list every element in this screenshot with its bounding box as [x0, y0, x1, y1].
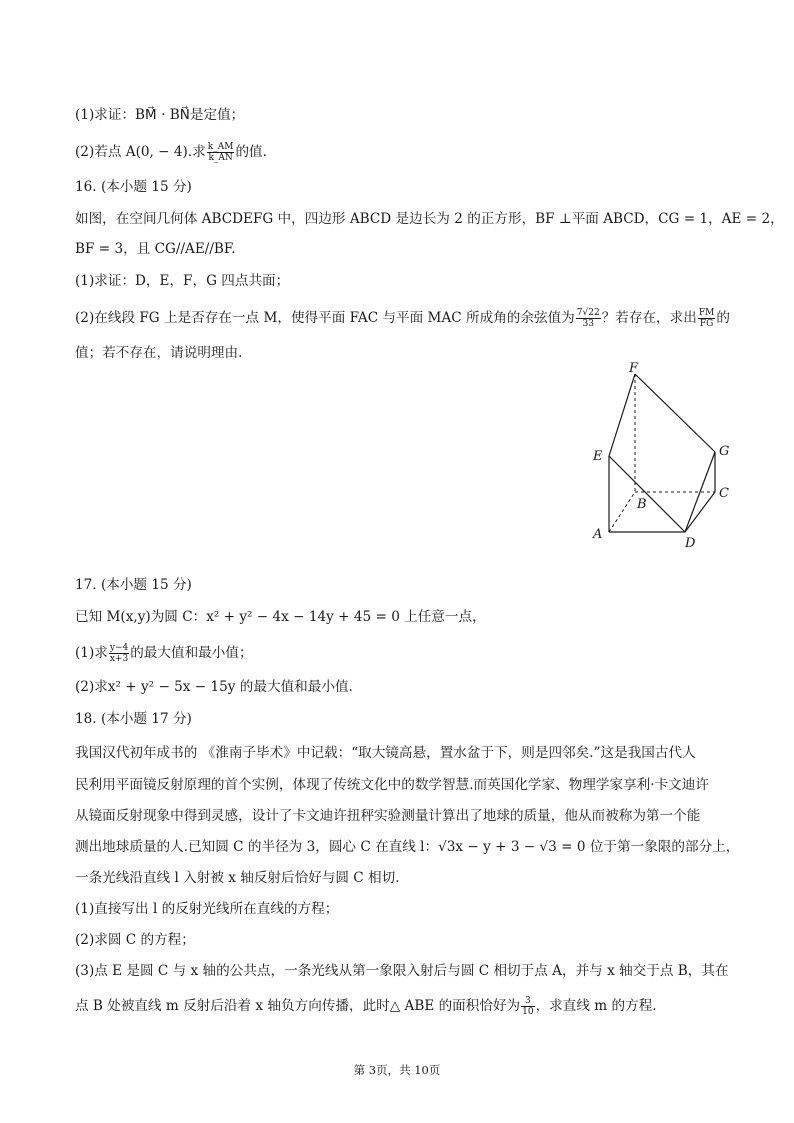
q17-frac-num: y−4	[109, 643, 129, 653]
q17-stem: 已知 M(x,y)为圆 C：x² + y² − 4x − 14y + 45 = 0 上任意一点，	[75, 609, 486, 625]
q18-part2: (2)求圆 C 的方程；	[75, 932, 195, 948]
q16-header: 16. (本小题 15 分)	[75, 179, 192, 195]
q16-cos-fraction	[576, 308, 601, 329]
q18-frac-den: 10	[522, 1007, 534, 1017]
q17-header: 17. (本小题 15 分)	[75, 577, 192, 593]
q17-part1	[75, 643, 253, 664]
q18-stem-line4: 测出地球质量的人.已知圆 C 的半径为 3，圆心 C 在直线 l：√3x − y + 3 − √3 = 0 位于第一象限的部分上，	[75, 839, 740, 855]
label-C: C	[719, 486, 729, 501]
q18-stem-line2: 民利用平面镜反射原理的首个实例，体现了传统文化中的数学智慧.而英国化学家、物理学家享利·卡文迪许	[75, 777, 709, 793]
q15-part2-pre: (2)若点 A(0, − 4).求	[75, 144, 206, 160]
q15-fraction	[207, 142, 235, 163]
q15-frac-den: k_AN	[208, 153, 233, 163]
q15-part2-post: 的值.	[235, 144, 267, 160]
q17-frac-den: x+3	[109, 654, 129, 664]
q18-frac-num: 3	[521, 996, 534, 1007]
q16-part2	[75, 308, 730, 329]
q18-header: 18. (本小题 17 分)	[75, 711, 192, 727]
q18-part3-pre: 点 B 处被直线 m 反射后沿着 x 轴负方向传播，此时△ ABE 的面积恰好为	[75, 998, 521, 1014]
q15-part2	[75, 142, 267, 163]
q16-part2-line2: 值；若不存在，请说明理由.	[75, 345, 243, 361]
q16-cos-num: 7√22	[576, 308, 600, 318]
q18-stem-line3: 从镜面反射现象中得到灵感，设计了卡文迪许扭秤实验测量计算出了地球的质量，他从而被称为第一个能	[75, 808, 701, 824]
q16-part2-mid: ？若存在，求出	[601, 310, 697, 326]
label-G: G	[719, 444, 730, 459]
q16-ratio-den: FG	[699, 319, 714, 329]
label-D: D	[685, 536, 696, 550]
q16-part2-post: 的	[716, 310, 730, 326]
q16-ratio-fraction	[698, 308, 715, 329]
geometry-figure	[585, 360, 745, 550]
q18-stem-line1: 我国汉代初年成书的 《淮南子毕术》中记载：“取大镜高悬，置水盆于下，则是四邻矣.”这是我国古代人	[75, 745, 696, 761]
q16-cos-den: 33	[582, 319, 594, 329]
q18-fraction	[521, 996, 534, 1017]
q17-part1-pre: (1)求	[75, 645, 108, 661]
q17-part1-post: 的最大值和最小值；	[130, 645, 253, 661]
q18-part1: (1)直接写出 l 的反射光线所在直线的方程；	[75, 901, 339, 917]
q18-part3-post: ，求直线 m 的方程.	[535, 998, 657, 1014]
q18-part3-line2	[75, 996, 657, 1017]
q16-part1: (1)求证：D，E，F，G 四点共面；	[75, 273, 290, 289]
q16-part2-pre: (2)在线段 FG 上是否存在一点 M，使得平面 FAC 与平面 MAC 所成角的余弦值为	[75, 310, 575, 326]
page-footer: 第 3页，共 10页	[353, 1063, 441, 1077]
q17-fraction	[109, 643, 129, 664]
label-A: A	[593, 527, 603, 542]
label-E: E	[593, 449, 603, 464]
q15-part1: (1)求证：BM⃗ · BN⃗是定值；	[75, 107, 245, 123]
q17-part2: (2)求x² + y² − 5x − 15y 的最大值和最小值.	[75, 679, 353, 695]
q16-ratio-num: FM	[698, 308, 715, 318]
q15-frac-num: k_AM	[207, 142, 234, 152]
q18-part3-line1: (3)点 E 是圆 C 与 x 轴的公共点，一条光线从第一象限入射后与圆 C 相切于点 A，并与 x 轴交于点 B，其在	[75, 963, 729, 979]
q16-stem-line2: BF = 3，且 CG//AE//BF.	[75, 241, 236, 257]
label-F: F	[629, 361, 639, 376]
q16-stem-line1: 如图，在空间几何体 ABCDEFG 中，四边形 ABCD 是边长为 2 的正方形，BF ⊥平面 ABCD，CG = 1，AE = 2，	[75, 211, 784, 227]
q18-stem-line5: 一条光线沿直线 l 入射被 x 轴反射后恰好与圆 C 相切.	[75, 870, 400, 886]
label-B: B	[637, 497, 647, 512]
